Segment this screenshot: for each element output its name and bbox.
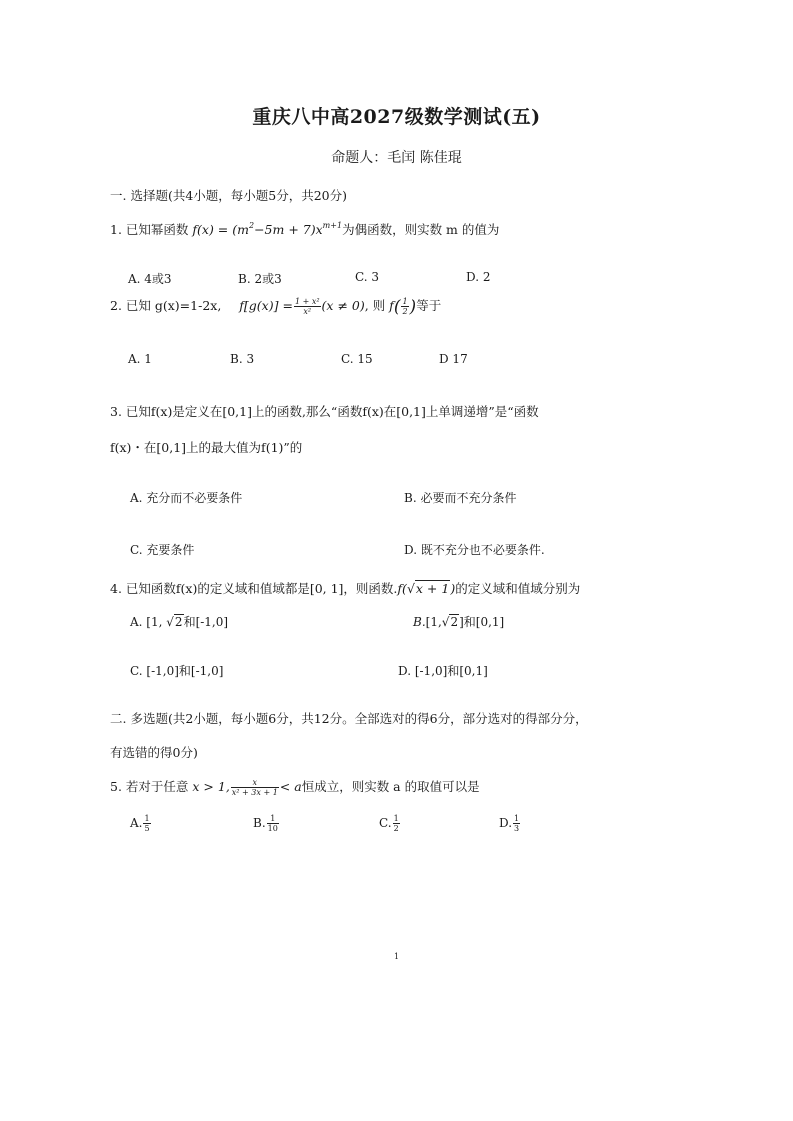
question-1-prefix: 1. 已知幂函数 xyxy=(110,222,189,237)
section-2-heading-line-1: 二. 多选题(共2小题，每小题6分，共12分。全部选对的得6分，部分选对的得部分分， xyxy=(110,711,588,726)
question-5-option-a: A. $\frac{1}{5}$ xyxy=(130,814,150,833)
question-4 xyxy=(110,579,580,597)
exam-title: 重庆八中高2027级数学测试(五) xyxy=(252,106,541,128)
question-1-option-c: C. 3 xyxy=(355,270,380,284)
question-3-line-1: 3. 已知f(x)是定义在[0,1]上的函数,那么“函数f(x)在[0,1]上单调递增”是“函数 xyxy=(110,404,539,419)
question-4-option-c: C. [-1,0]和[-1,0] xyxy=(130,664,224,678)
question-3-line-2: f(x)・在[0,1]上的最大值为f(1)”的 xyxy=(110,440,303,455)
question-1-option-d: D. 2 xyxy=(466,270,491,284)
section-1-heading: 一. 选择题(共4小题，每小题5分，共20分) xyxy=(110,188,348,203)
question-4-suffix: 的定义域和值域分别为 xyxy=(455,581,581,596)
page-number: 1 xyxy=(393,952,400,961)
question-2-formula: f[g(x)] = $\frac{\text{1 + x²}}{\text{x²}}$ (x ≠ 0) xyxy=(239,297,365,316)
question-1-option-b: B. 2或3 xyxy=(238,272,282,286)
question-4-prefix: 4. 已知函数f(x)的定义域和值域都是[0, 1]，则函数. xyxy=(110,581,398,596)
exam-authors: 命题人：毛闰 陈佳琨 xyxy=(331,150,462,166)
question-2-prefix: 2. 已知 g(x)=1-2x, xyxy=(110,298,222,313)
question-5-option-d: D. $\frac{1}{3}$ xyxy=(499,814,520,833)
section-2-heading-line-2: 有选错的得0分) xyxy=(110,745,198,760)
question-1-suffix: 为偶函数，则实数 m 的值为 xyxy=(342,222,500,237)
question-4-option-b: B.[1,√2]和[0,1] xyxy=(413,615,505,629)
question-4-option-a: A. [1, √2和[-1,0] xyxy=(130,615,229,629)
question-3-option-d: D. 既不充分也不必要条件. xyxy=(404,543,545,557)
question-5 xyxy=(110,777,480,797)
question-1-option-a: A. 4或3 xyxy=(128,272,172,286)
question-1-formula: $f(x) = (m^2-5m + 7)x^{m+1}$ xyxy=(192,221,343,237)
question-3-option-c: C. 充要条件 xyxy=(130,543,195,557)
question-2-option-b: B. 3 xyxy=(230,352,255,366)
question-5-prefix: 5. 若对于任意 xyxy=(110,779,189,794)
question-2-f-half: f( $\frac{1}{2}$ ) xyxy=(389,297,417,317)
question-1 xyxy=(110,220,499,238)
question-5-suffix: 恒成立，则实数 a 的取值可以是 xyxy=(301,779,480,794)
question-5-option-b: B. $\frac{1}{10}$ xyxy=(253,814,278,833)
question-5-option-c: C. $\frac{1}{2}$ xyxy=(379,814,399,833)
question-2-option-c: C. 15 xyxy=(341,352,373,366)
question-2: 2. 已知 g(x)=1-2x, f[g(x)] = $\frac{\text{1 + x²}}{\text{x²}}$ (x ≠ 0), 则 f( $\frac{1}{2}$ )等于 xyxy=(110,297,442,317)
question-5-formula: x > 1, $\frac{x}{\text{x² + 3x + 1}}$ < a xyxy=(192,778,302,797)
question-3-option-b: B. 必要而不充分条件 xyxy=(404,491,517,505)
question-2-suffix: 等于 xyxy=(416,298,442,313)
question-3-option-a: A. 充分而不必要条件 xyxy=(130,491,243,505)
question-4-option-d: D. [-1,0]和[0,1] xyxy=(398,664,488,678)
question-2-option-d: D 17 xyxy=(439,352,468,366)
question-2-option-a: A. 1 xyxy=(128,352,152,366)
question-4-formula: f(√x + 1) xyxy=(397,581,456,596)
